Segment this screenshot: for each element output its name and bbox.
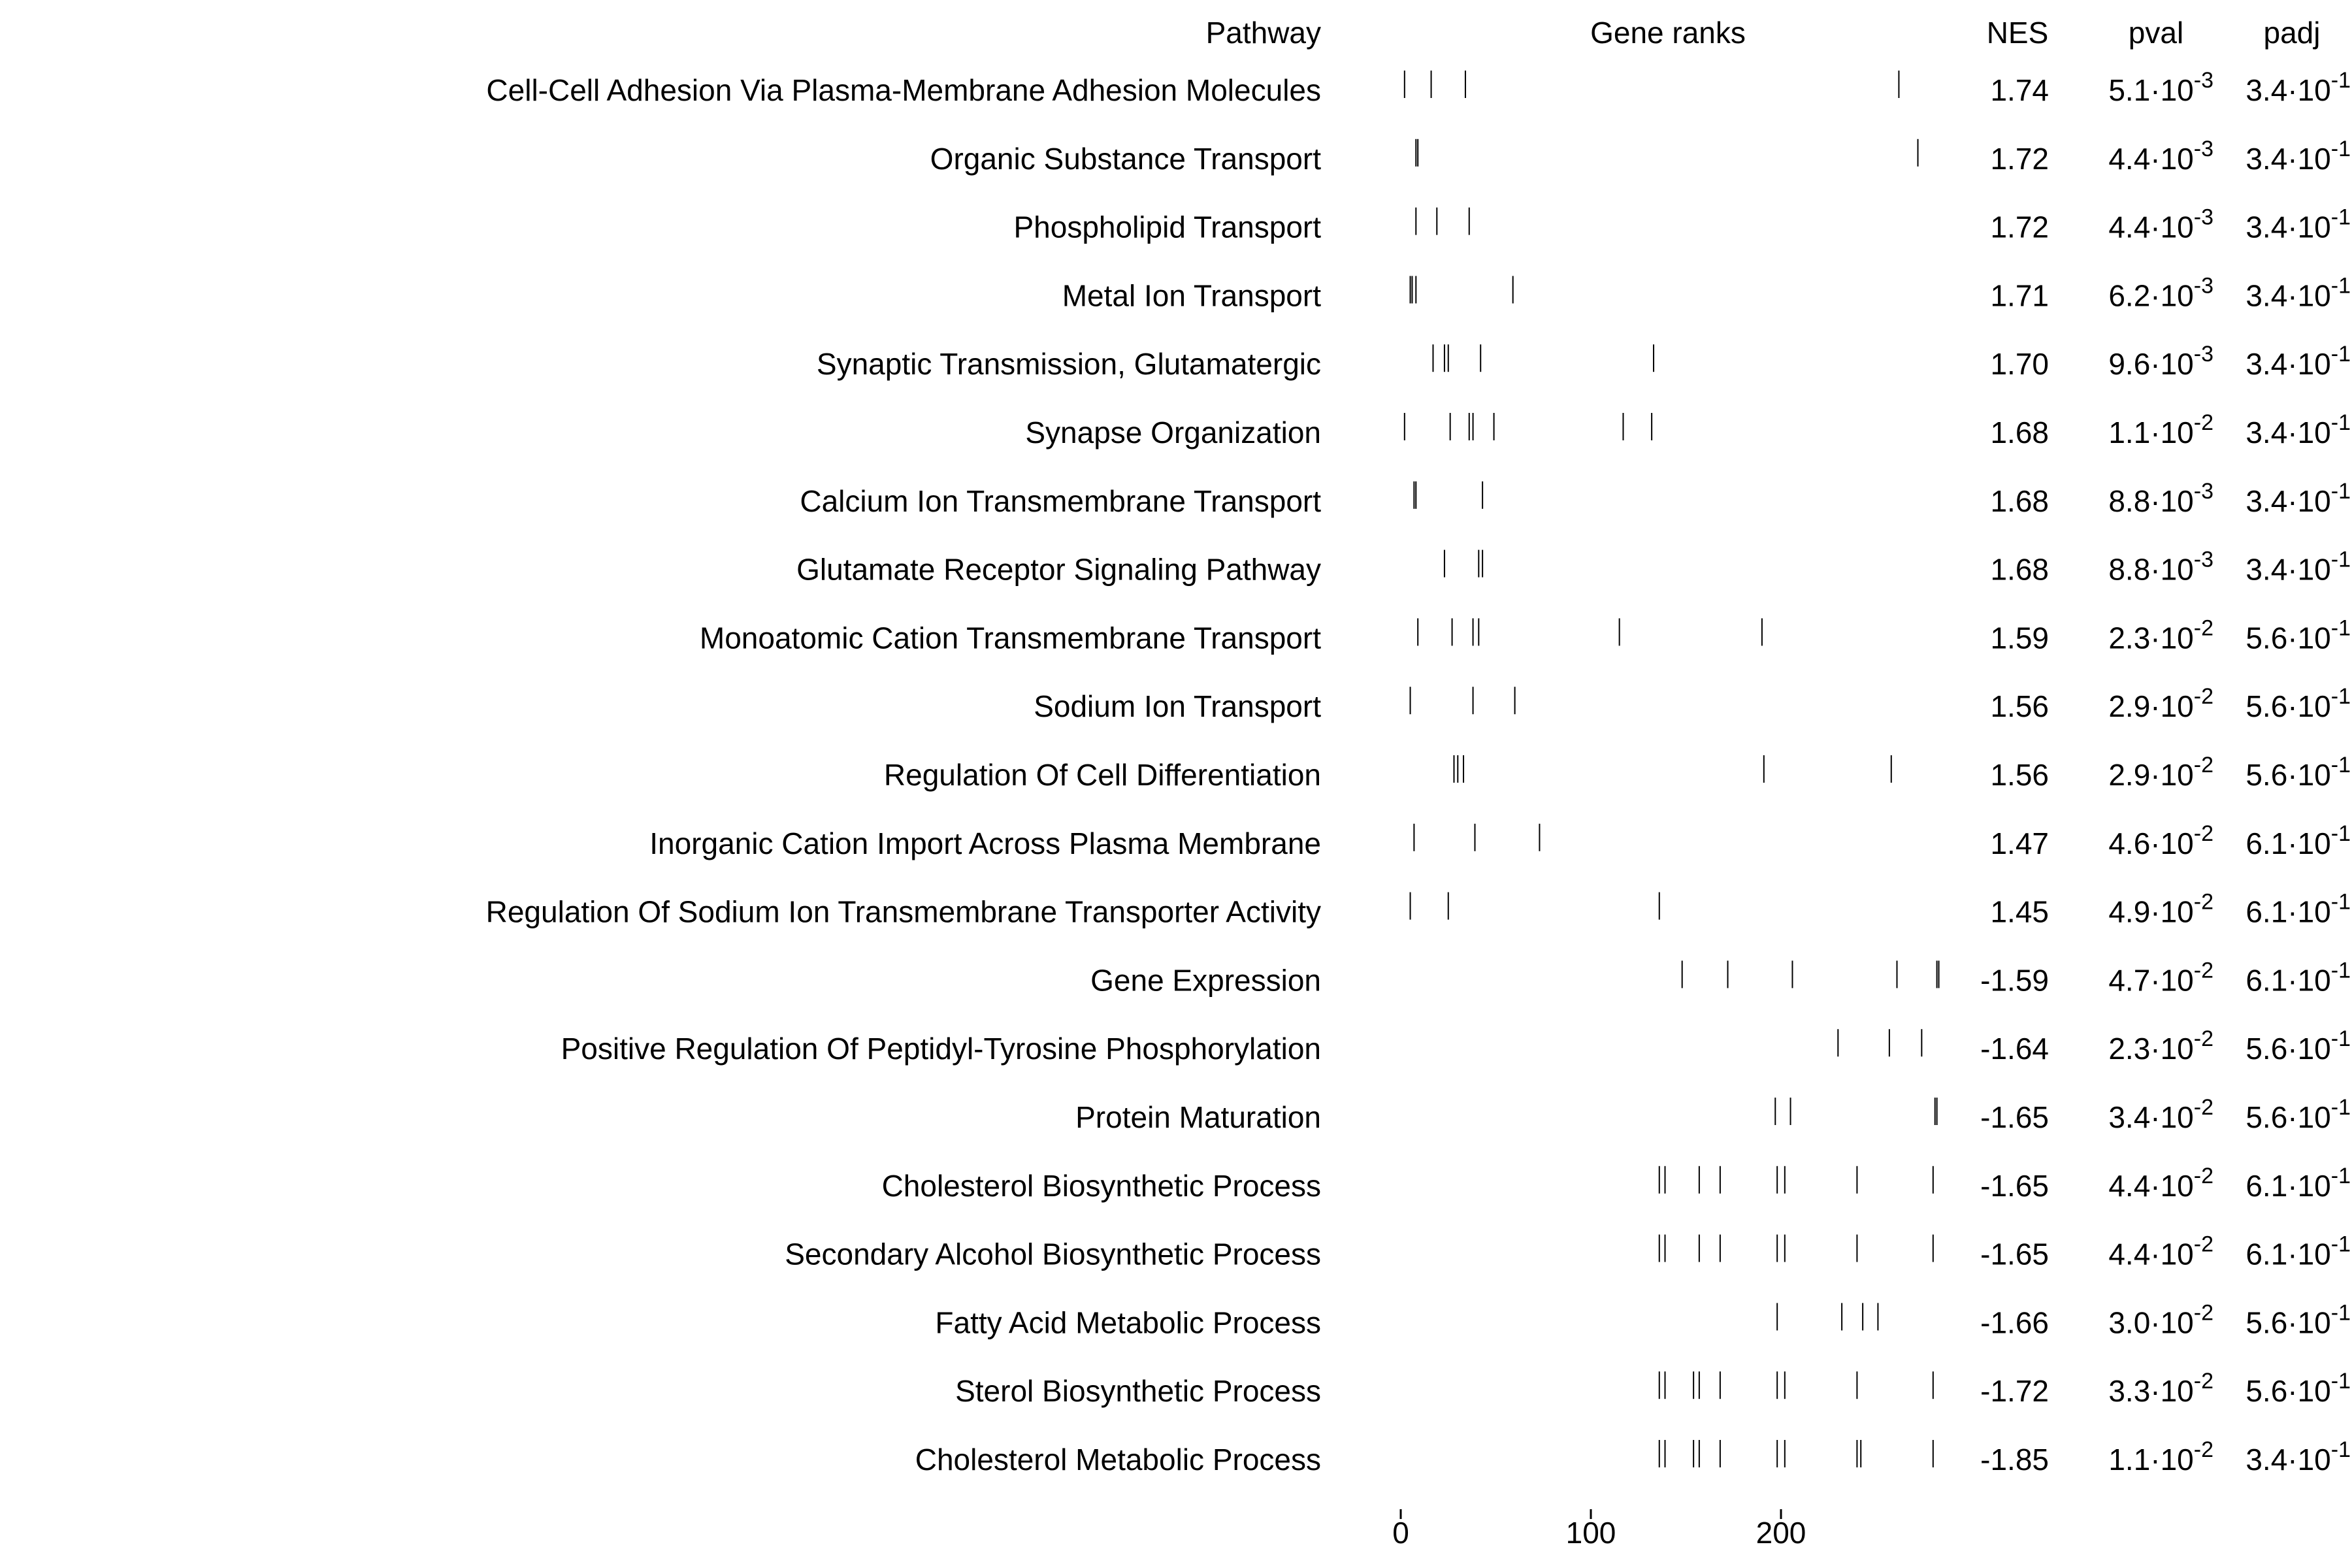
padj-value: $3.4\cdot 10^{-1}$ (2246, 478, 2351, 518)
nes-value: 1.56 (1990, 689, 2049, 724)
table-row (955, 1369, 2351, 1408)
pval-value: $3.0\cdot 10^{-2}$ (2108, 1300, 2213, 1340)
nes-value: -1.65 (1980, 1100, 2049, 1134)
pathway-label: Secondary Alcohol Biosynthetic Process (785, 1237, 1321, 1271)
padj-value: $3.4\cdot 10^{-1}$ (2246, 204, 2351, 244)
padj-value: $3.4\cdot 10^{-1}$ (2246, 68, 2351, 107)
table-row (1075, 1095, 2351, 1134)
pval-value: $4.6\cdot 10^{-2}$ (2108, 821, 2213, 860)
nes-value: 1.74 (1990, 73, 2049, 107)
pval-value: $1.1\cdot 10^{-2}$ (2108, 1437, 2213, 1477)
nes-value: 1.68 (1990, 552, 2049, 587)
pval-value: $4.4\cdot 10^{-3}$ (2108, 136, 2213, 176)
pval-value: $2.3\cdot 10^{-2}$ (2108, 615, 2213, 655)
nes-value: 1.72 (1990, 210, 2049, 244)
padj-value: $5.6\cdot 10^{-1}$ (2246, 1369, 2351, 1409)
nes-value: -1.72 (1980, 1374, 2049, 1409)
pval-value: $4.4\cdot 10^{-3}$ (2108, 204, 2213, 244)
table-row (1062, 273, 2351, 312)
nes-value: 1.45 (1990, 894, 2049, 929)
pathway-label: Phospholipid Transport (1013, 210, 1321, 244)
pathway-label: Gene Expression (1090, 963, 1321, 998)
table-row (700, 615, 2351, 655)
nes-value: -1.66 (1980, 1305, 2049, 1340)
nes-value: -1.59 (1980, 963, 2049, 998)
header-nes: NES (1986, 16, 2049, 50)
padj-value: $5.6\cdot 10^{-1}$ (2246, 684, 2351, 724)
header-gene-ranks: Gene ranks (1590, 16, 1746, 50)
pathway-label: Protein Maturation (1075, 1100, 1321, 1134)
pathway-label: Organic Substance Transport (930, 141, 1321, 176)
pval-value: $8.8\cdot 10^{-3}$ (2108, 547, 2213, 587)
table-row (1034, 684, 2351, 723)
nes-value: 1.68 (1990, 416, 2049, 449)
pathway-label: Metal Ion Transport (1062, 278, 1321, 313)
nes-value: 1.70 (1990, 347, 2049, 382)
padj-value: $3.4\cdot 10^{-1}$ (2246, 547, 2351, 587)
pval-value: $4.9\cdot 10^{-2}$ (2108, 889, 2213, 929)
pval-value: $2.9\cdot 10^{-2}$ (2108, 684, 2213, 724)
table-row (800, 479, 2351, 518)
header-padj: padj (2263, 16, 2321, 50)
nes-value: -1.64 (1980, 1032, 2049, 1066)
pval-value: $6.2\cdot 10^{-3}$ (2108, 273, 2213, 313)
table-row (1025, 410, 2351, 449)
padj-value: $3.4\cdot 10^{-1}$ (2246, 136, 2351, 176)
nes-value: 1.59 (1990, 621, 2049, 655)
padj-value: $6.1\cdot 10^{-1}$ (2246, 1163, 2351, 1203)
pathway-label: Cell-Cell Adhesion Via Plasma-Membrane Adhesion Molecules (486, 73, 1321, 107)
table-row (561, 1026, 2351, 1066)
table-row (817, 342, 2351, 381)
padj-value: $3.4\cdot 10^{-1}$ (2246, 1437, 2351, 1477)
table-row (882, 1164, 2351, 1203)
pathway-label: Cholesterol Metabolic Process (915, 1443, 1321, 1477)
nes-value: -1.65 (1980, 1168, 2049, 1203)
nes-value: -1.65 (1980, 1237, 2049, 1271)
padj-value: $5.6\cdot 10^{-1}$ (2246, 615, 2351, 655)
nes-value: 1.72 (1990, 141, 2049, 176)
padj-value: $3.4\cdot 10^{-1}$ (2246, 273, 2351, 313)
pathway-label: Positive Regulation Of Peptidyl-Tyrosine Phosphorylation (561, 1032, 1321, 1066)
pval-value: $2.3\cdot 10^{-2}$ (2108, 1026, 2213, 1066)
header-pval: pval (2128, 16, 2184, 50)
pathway-label: Regulation Of Sodium Ion Transmembrane Transporter Activity (485, 894, 1321, 929)
pval-value: $8.8\cdot 10^{-3}$ (2108, 478, 2213, 518)
nes-value: 1.47 (1990, 826, 2049, 860)
pathway-label: Monoatomic Cation Transmembrane Transport (699, 621, 1321, 655)
table-row (915, 1437, 2351, 1477)
table-row (785, 1232, 2351, 1271)
padj-value: $3.4\cdot 10^{-1}$ (2246, 410, 2351, 449)
padj-value: $6.1\cdot 10^{-1}$ (2246, 821, 2351, 860)
pathway-label: Inorganic Cation Import Across Plasma Membrane (649, 826, 1321, 860)
padj-value: $5.6\cdot 10^{-1}$ (2246, 753, 2351, 792)
pval-value: $4.4\cdot 10^{-2}$ (2108, 1232, 2213, 1271)
pval-value: $3.4\cdot 10^{-2}$ (2108, 1095, 2213, 1134)
padj-value: $6.1\cdot 10^{-1}$ (2246, 1232, 2351, 1271)
pathway-label: Synapse Organization (1025, 416, 1321, 449)
table-row (796, 547, 2351, 587)
pathway-label: Calcium Ion Transmembrane Transport (800, 483, 1321, 518)
nes-value: -1.85 (1980, 1443, 2049, 1477)
x-tick-label: 100 (1565, 1516, 1616, 1550)
table-row (935, 1300, 2351, 1339)
table-row (930, 137, 2351, 176)
pval-value: $4.7\cdot 10^{-2}$ (2108, 958, 2213, 998)
padj-value: $6.1\cdot 10^{-1}$ (2246, 889, 2351, 929)
nes-value: 1.71 (1990, 278, 2049, 313)
table-row (649, 821, 2351, 860)
table-row (486, 68, 2351, 107)
padj-value: $5.6\cdot 10^{-1}$ (2246, 1095, 2351, 1134)
pval-value: $3.3\cdot 10^{-2}$ (2108, 1369, 2213, 1409)
table-row (486, 890, 2351, 929)
pathway-label: Fatty Acid Metabolic Process (935, 1305, 1321, 1340)
pval-value: $1.1\cdot 10^{-2}$ (2108, 410, 2213, 449)
pathway-label: Sterol Biosynthetic Process (955, 1374, 1321, 1409)
x-tick-label: 200 (1756, 1516, 1806, 1550)
pval-value: $5.1\cdot 10^{-3}$ (2108, 68, 2213, 107)
pathway-label: Sodium Ion Transport (1034, 689, 1321, 724)
padj-value: $3.4\cdot 10^{-1}$ (2246, 342, 2351, 382)
pval-value: $2.9\cdot 10^{-2}$ (2108, 753, 2213, 792)
pathway-label: Synaptic Transmission, Glutamatergic (816, 347, 1321, 382)
padj-value: $6.1\cdot 10^{-1}$ (2246, 958, 2351, 998)
pathway-label: Cholesterol Biosynthetic Process (881, 1168, 1321, 1203)
pathway-label: Glutamate Receptor Signaling Pathway (796, 552, 1321, 587)
pval-value: $9.6\cdot 10^{-3}$ (2108, 342, 2213, 382)
x-tick-label: 0 (1392, 1516, 1409, 1550)
table-row (1013, 205, 2351, 244)
header-pathway: Pathway (1205, 16, 1321, 50)
padj-value: $5.6\cdot 10^{-1}$ (2246, 1300, 2351, 1340)
table-row (884, 753, 2351, 792)
nes-value: 1.68 (1990, 483, 2049, 518)
nes-value: 1.56 (1990, 758, 2049, 792)
table-row (1090, 958, 2351, 997)
padj-value: $5.6\cdot 10^{-1}$ (2246, 1026, 2351, 1066)
pathway-label: Regulation Of Cell Differentiation (883, 758, 1321, 792)
pval-value: $4.4\cdot 10^{-2}$ (2108, 1163, 2213, 1203)
